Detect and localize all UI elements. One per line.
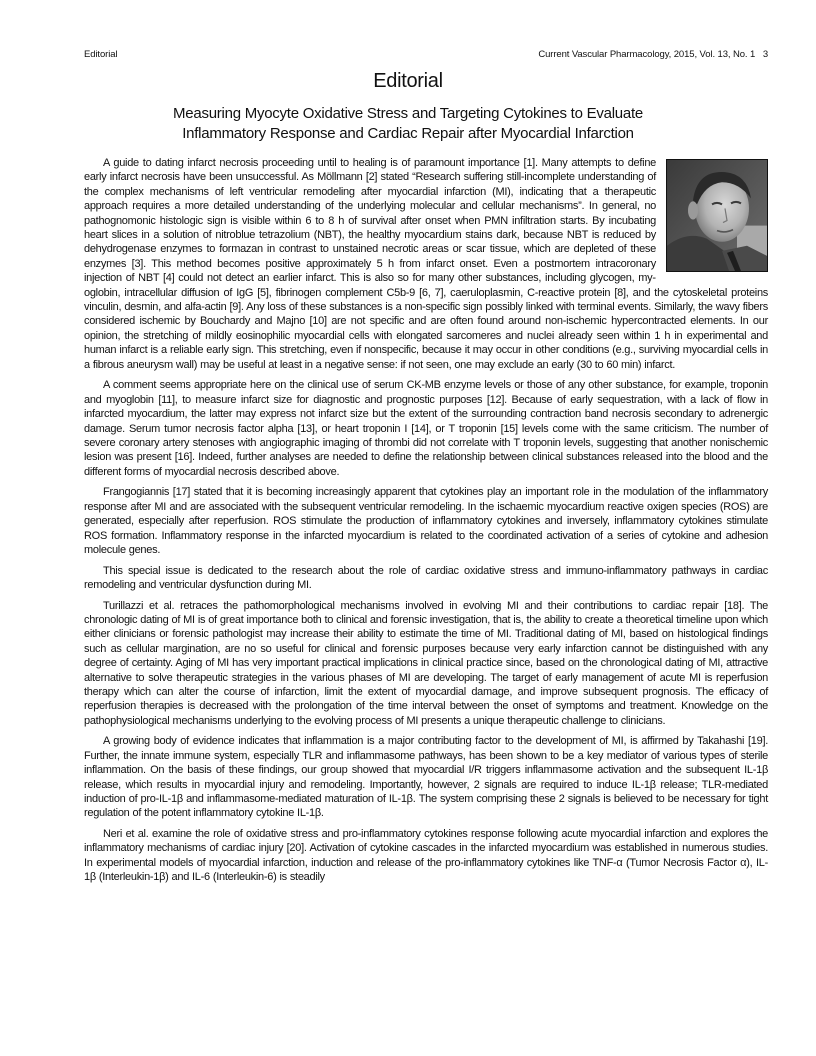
article-type-title: Editorial: [373, 70, 443, 92]
paragraph-7: Neri et al. examine the role of oxidative stress and pro-inflammatory cytokines response following acute myocardial infarction and explores the inflammatory mechanisms of cardiac injury [20]. Activation of cytokine cascades in the infarcted myocardium was established in numerous studies. In experimental models of myocardial infarction, induction and release of the pro-inflammatory cytokines like TNF-α (Tumor Necrosis Factor α), IL-1β (Interleukin-1β) and IL-6 (Interleukin-6) is steadily: [84, 828, 768, 884]
paragraph-3: Frangogiannis [17] stated that it is becoming increasingly apparent that cytokines play an important role in the modulation of the inflammatory response after MI and are associated with the subsequent ventricular remodeling. In the ischaemic myocardium reactive oxigen species (ROS) are generated, especially after reperfusion. ROS stimulate the production of inflammatory cytokines and inversely, inflammatory cytokines stimulate ROS formation. Inflammatory response in the infarcted myocardium is related to the coordinated activation of a series of cytokine and adhesion molecule genes.: [84, 486, 768, 556]
article-title-line-2: Inflammatory Response and Cardiac Repair after Myocardial Infarction: [182, 125, 634, 142]
page-number: 3: [762, 49, 768, 60]
paragraph-4: This special issue is dedicated to the research about the role of cardiac oxidative stress and immuno-inflammatory pathways in cardiac remodeling and ventricular dysfunction during MI.: [84, 564, 768, 591]
paragraph-1-text: A guide to dating infarct necrosis proceeding until to healing is of paramount importance [1]. Many attempts to define early infarct necrosis have been unsuccessful. As Möllmann [2] stated “Research suffering still-incomplete understanding of the complex mechanisms of left ventricular remodeling after myocardial infarction (MI), indicating that a therapeutic approach requires a more detailed understanding of the underlying molecular and cellular mechanisms”. In general, no pathognomonic histologic sign is visible within 6 to 8 h of survival after onset when PMN infiltration starts. By incubating heart slices in a solution of nitroblue tetrazolium (NBT), the healthy myocardium stains dark, because NBT is reduced by dehydrogenase enzymes to formazan in contrast to unstained necrotic areas or scar tissue, which are depleted of these enzymes [3]. This method becomes positive approximately 5 h from infarct onset. Even a postmortem intracoronary injection of NBT [4] could not detect an earlier infarct. This is also so for many other substances, including glycogen, myoglobin, intracellular diffusion of IgG [5], fibrinogen complement C5b-9 [6, 7], caeruloplasmin, C-reactive protein [8], and the cytoskeletal proteins vinculin, desmin, and alfa-actin [9]. Any loss of these substances is a non-specific sign possibly linked with terminal events. Similarly, the wavy fibers considered ischemic by Bouchardy and Majno [10] are not specific and are often found around non-ischemic hypercontracted elements. In our opinion, the stretching of mildly eosinophilic myocardial cells with elongated sarcomeres and nuclei already seen within 1 h in experimental and human infarct is a reliable early sign. This stretching, even if nonspecific, because it may occur in other conditions (e.g., surviving myocardial cells in a fibrous aneurysm wall) may be useful at least in a negative sense: if not seen, one may exclude an early (30 to 60 min) infarct.: [84, 157, 768, 371]
journal-citation: Current Vascular Pharmacology, 2015, Vol. 13, No. 1: [538, 49, 756, 60]
paragraph-5: Turillazzi et al. retraces the pathomorphological mechanisms involved in evolving MI and their contributions to cardiac repair [18]. The chronologic dating of MI is of great importance both to clinical and forensic investigation, that is, the ability to create a theoretical timeline upon which either clinicians or forensic pathologist may increase their ability to estimate the time of MI. Traditional dating of MI, based on histological findings such as cellular margination, are no so useful for clinical and forensic purposes because very early infarction cannot be distinguished with any degree of certainty. Aging of MI has very important practical implications in clinical practice since, based on the chronological dating of MI, attractive alternative to solve therapeutic strategies in the various phases of MI are developing. The target of early management of acute MI is reperfusion therapy which can alter the course of infarction, limit the extent of myocardial damage, and improve subsequent prognosis. The efficacy of reperfusion therapies is decreased with the prolongation of the time interval between the onset of symptoms and treatment. Knowledge on the pathophysiological mechanisms underlying to the evolving process of MI presents a unique therapeutic challenge to clinicians.: [84, 599, 768, 727]
running-header: [84, 49, 768, 60]
paragraph-2: A comment seems appropriate here on the clinical use of serum CK-MB enzyme levels or those of any other substance, for example, troponin and myoglobin [11], to measure infarct size for diagnostic and prognostic purposes [12]. Because of early sequestration, with a lack of flow in infarcted myocardium, the latter may express not infarct size but the extent of the surrounding contraction band necrosis secondary to adrenergic damage. Serum tumor necrosis factor alpha [13], or heart troponin I [14], or T troponin [15] levels come with the same criticism. The number of severe coronary artery stenoses with angiographic imaging of thrombi did not correlate with T troponin levels, suggesting that another nonischemic lesion was present [16]. Indeed, further analyses are needed to define the relationship between clinical substances released into the blood and the different forms of myocardial necrosis described above.: [84, 379, 768, 478]
paragraph-6: A growing body of evidence indicates that inflammation is a major contributing factor to the development of MI, is affirmed by Takahashi [19]. Further, the innate immune system, especially TLR and inflammasome pathways, has been shown to be a key mediator of various types of sterile inflammation. On the basis of these findings, our group showed that myocardial I/R triggers inflammasome activation and the subsequent IL-1β release, which results in myocardial injury and remodeling. Importantly, however, 2 signals are required to induce IL-1β release; TLR-mediated induction of pro-IL-1β and inflammasome-mediated maturation of IL-1β. The system comprising these 2 signals is believed to be necessary for tight regulation of the potent inflammatory cytokine IL-1β.: [84, 735, 768, 820]
header-section-label: Editorial: [84, 49, 118, 60]
portrait-image: [667, 160, 767, 271]
header-journal-citation: [538, 49, 768, 60]
article-body: [84, 156, 768, 891]
author-photo: [666, 159, 768, 272]
paragraph-1: [84, 156, 768, 372]
article-title: [120, 104, 696, 144]
article-title-line-1: Measuring Myocyte Oxidative Stress and Targeting Cytokines to Evaluate: [173, 105, 643, 122]
